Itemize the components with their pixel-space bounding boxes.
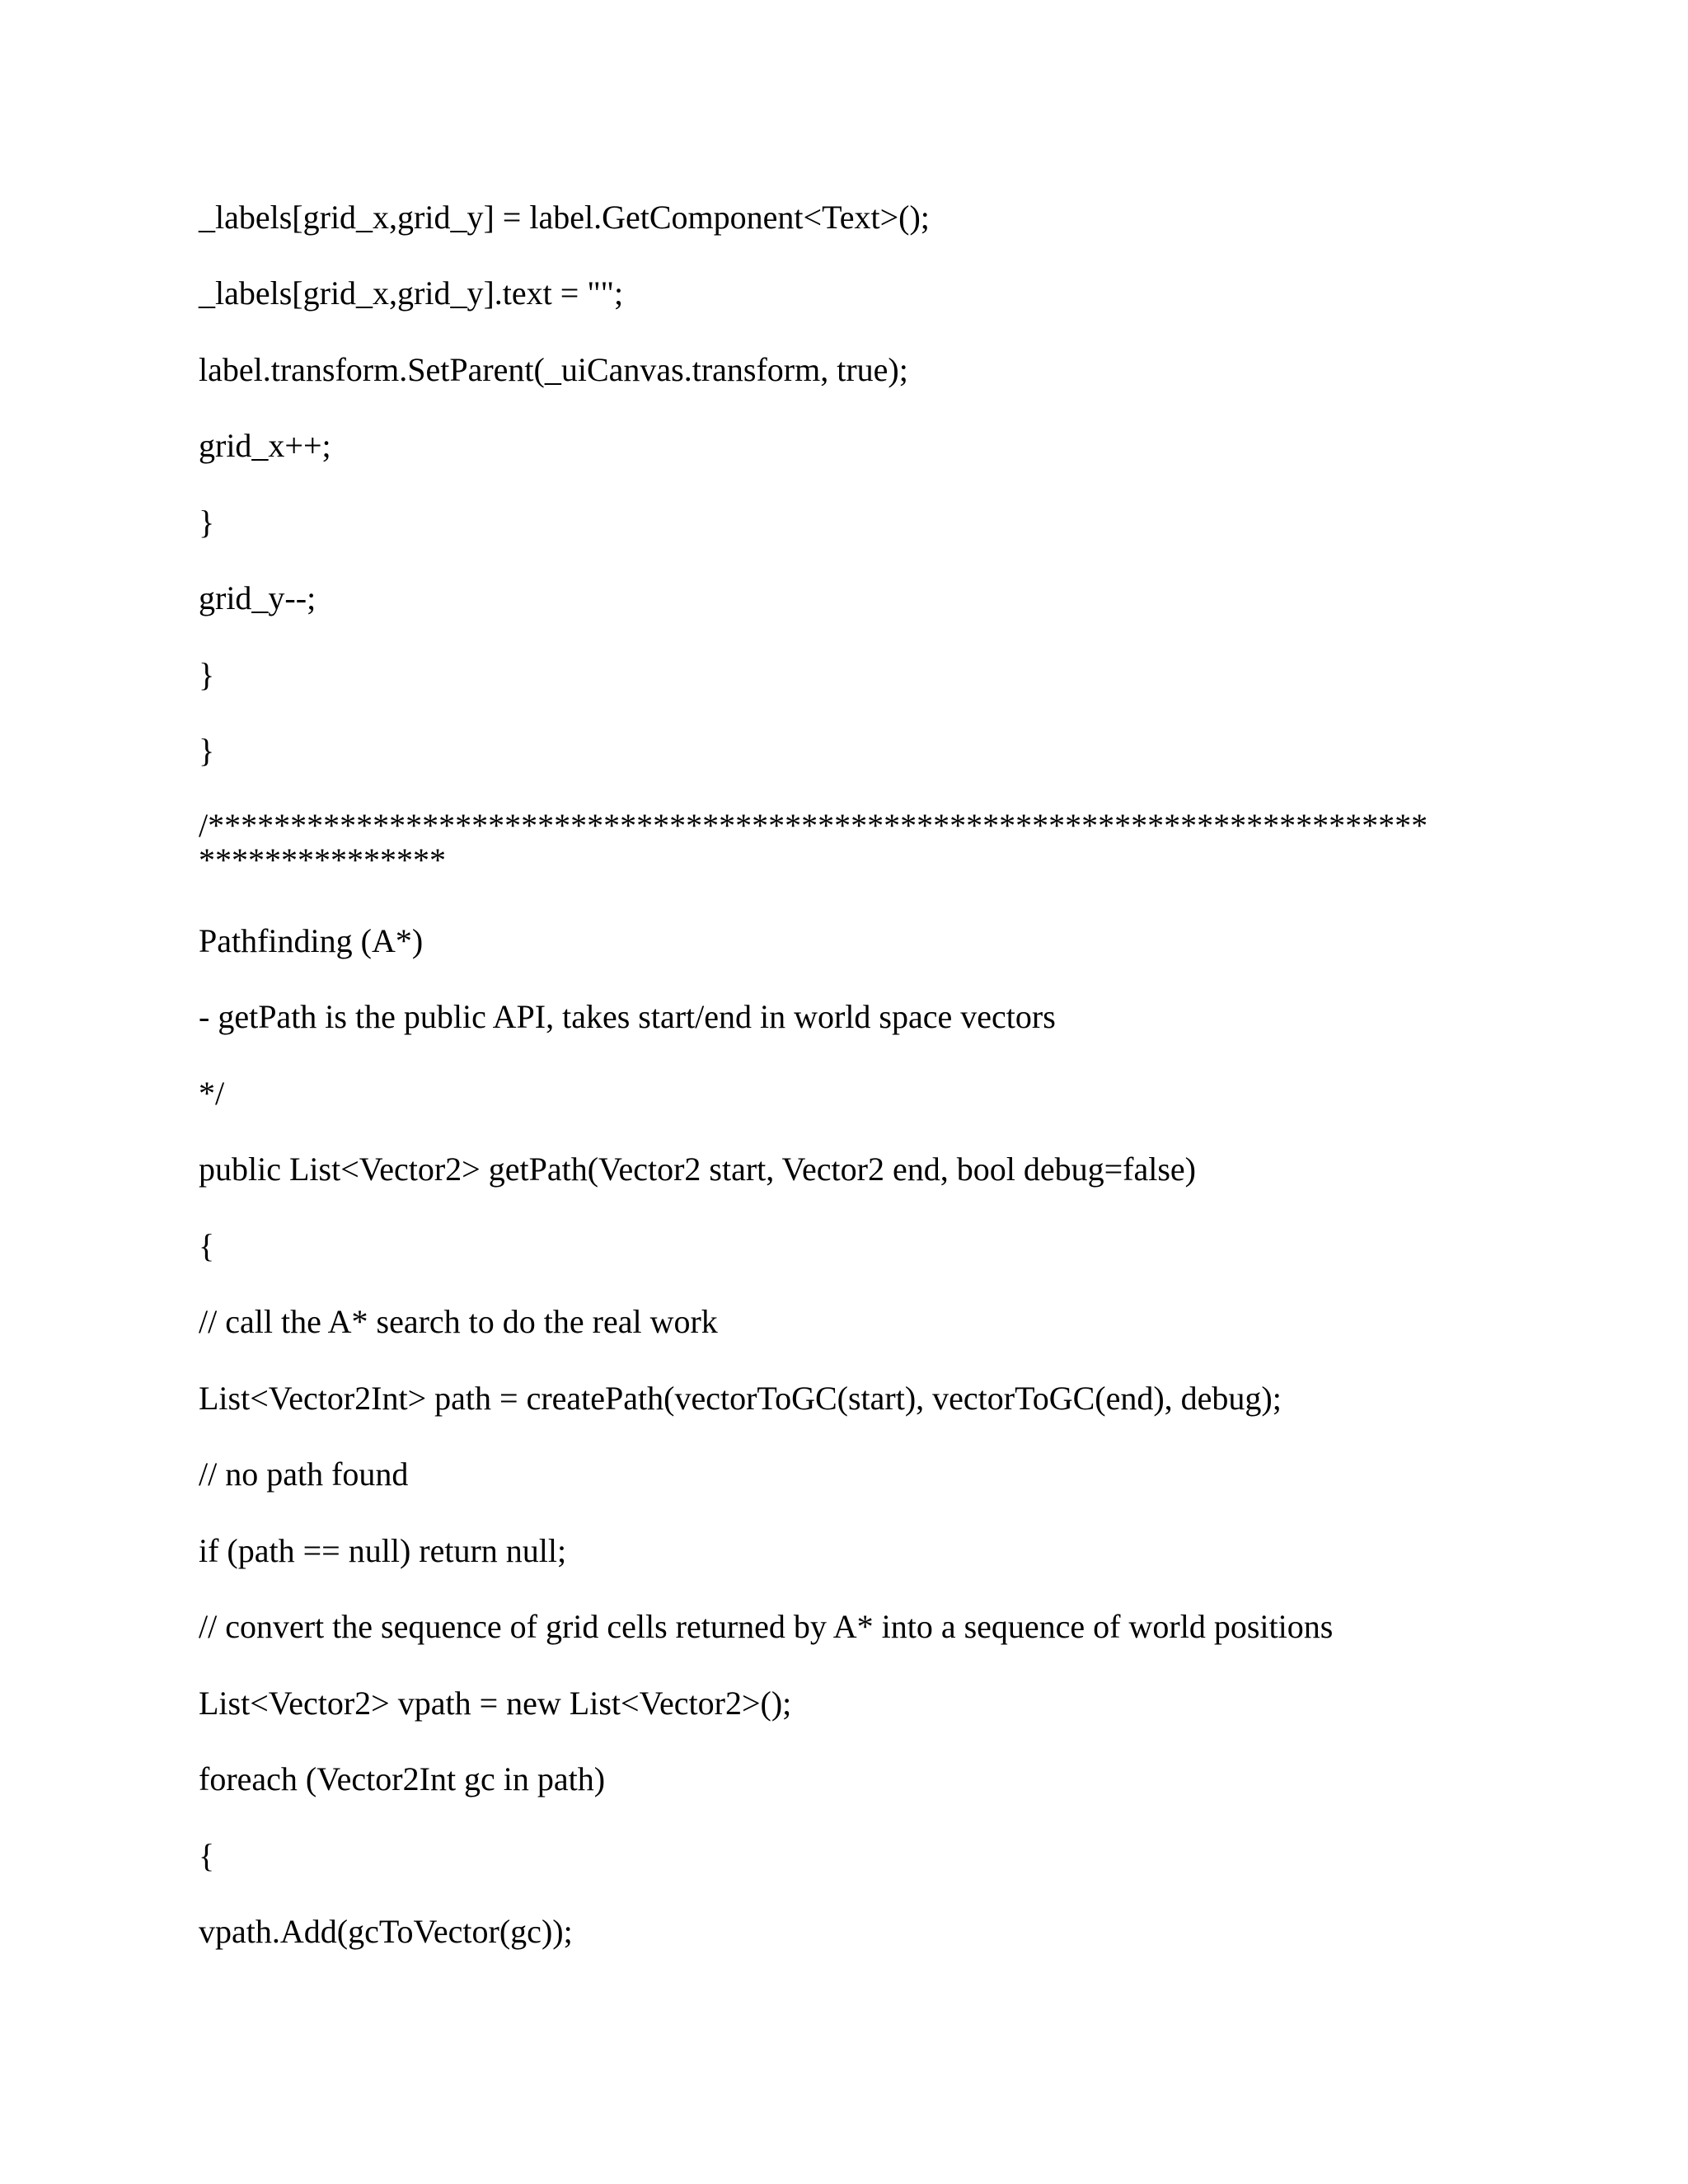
code-line-19: if (path == null) return null; <box>199 1532 567 1569</box>
comment-description: - getPath is the public API, takes start/end in world space vectors <box>199 998 1056 1035</box>
code-line-23: { <box>199 1837 215 1874</box>
code-line-4: grid_x++; <box>199 427 331 464</box>
code-comment-3: // convert the sequence of grid cells returned by A* into a sequence of world positions <box>199 1608 1334 1645</box>
code-line-21: List<Vector2> vpath = new List<Vector2>(); <box>199 1685 792 1722</box>
code-line-6: grid_y--; <box>199 579 316 616</box>
comment-rule-2: *************** <box>199 841 446 879</box>
method-signature: public List<Vector2> getPath(Vector2 start, Vector2 end, bool debug=false) <box>199 1151 1196 1188</box>
code-comment-1: // call the A* search to do the real work <box>199 1303 718 1340</box>
code-line-1: _labels[grid_x,grid_y] = label.GetComponent<Text>(); <box>199 199 930 236</box>
code-line-22: foreach (Vector2Int gc in path) <box>199 1760 606 1797</box>
code-line-2: _labels[grid_x,grid_y].text = ""; <box>199 274 624 312</box>
comment-end: */ <box>199 1075 225 1112</box>
code-line-3: label.transform.SetParent(_uiCanvas.transform, true); <box>199 351 908 388</box>
section-heading: Pathfinding (A*) <box>199 922 424 959</box>
code-line-17: List<Vector2Int> path = createPath(vectorToGC(start), vectorToGC(end), debug); <box>199 1380 1282 1417</box>
code-line-5: } <box>199 504 215 541</box>
code-line-7: } <box>199 656 215 693</box>
code-line-8: } <box>199 732 215 769</box>
code-line-15: { <box>199 1227 215 1264</box>
code-comment-2: // no path found <box>199 1455 409 1493</box>
code-line-24: vpath.Add(gcToVector(gc)); <box>199 1913 573 1950</box>
comment-rule-1: /************************************************************************** <box>199 807 1428 844</box>
